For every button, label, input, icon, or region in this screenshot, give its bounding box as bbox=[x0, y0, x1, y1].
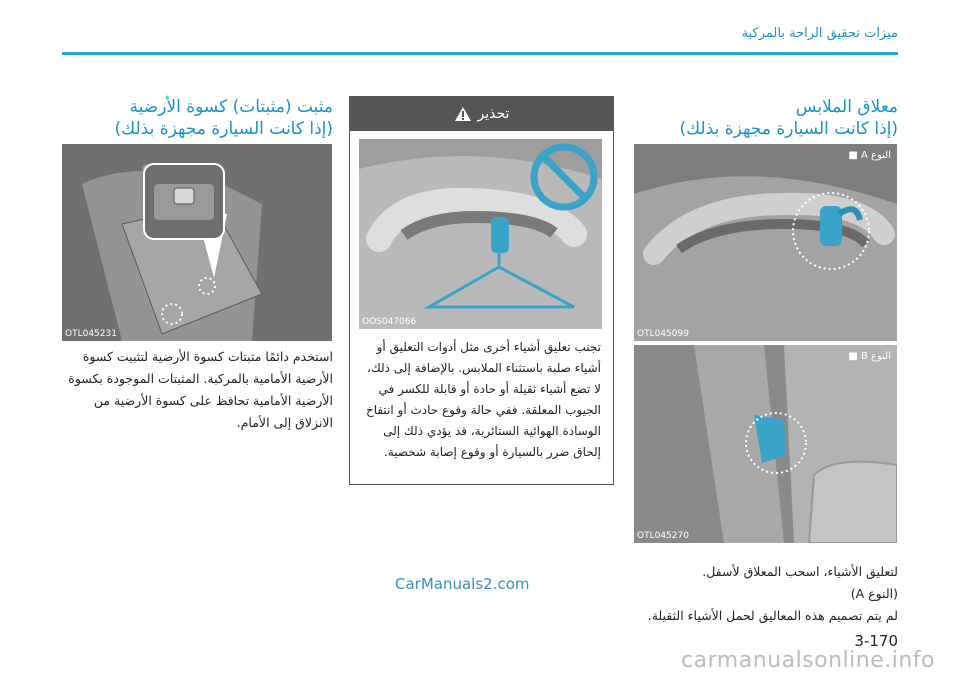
coat-hook-photo-type-a bbox=[634, 144, 897, 341]
floor-mat-photo-code: OTL045231 bbox=[65, 329, 117, 339]
photo-code-a: OTL045099 bbox=[637, 329, 689, 339]
footer-watermark: carmanualsonline.info bbox=[681, 648, 935, 673]
warning-text: تجنب تعليق أشياء أخرى مثل أدوات التعليق أو أشياء صلبة باستثناء الملابس. بالإضافة إلى ذلك، لا تضع أشياء ثقيلة أو حادة أو قابلة للكسر في الجيوب المعلقة. ففي حالة وقوع حادث أو انتفاخ الوسادة الهوائية الستائرية، قد يؤدي ذلك إلى إلحاق ضرر بالسيارة أو وقوع إصابة شخصية. bbox=[365, 340, 601, 459]
photo-code-b: OTL045270 bbox=[637, 531, 689, 541]
coat-hook-title-line2: (إذا كانت السيارة مجهزة بذلك) bbox=[679, 119, 898, 139]
coat-hook-title bbox=[628, 96, 898, 140]
floor-mat-anchor-title bbox=[63, 96, 333, 140]
floor-mat-instructions: استخدم دائمًا مثبتات كسوة الأرضية لتثبيت كسوة الأرضية الأمامية بالمركبة. المثبتات الموجودة بكسوة الأرضية الأمامية تحافظ على كسوة الأرضية من الانزلاق إلى الأمام. bbox=[68, 349, 333, 430]
warning-header bbox=[350, 97, 613, 131]
coat-hook-para-line1: لتعليق الأشياء، اسحب المعلاق لأسفل. bbox=[702, 564, 898, 579]
warning-triangle-icon bbox=[454, 106, 472, 122]
header-rule bbox=[62, 52, 898, 55]
coat-hook-illustration-a bbox=[634, 144, 897, 341]
coat-hook-para-line3: لم يتم تصميم هذه المعاليق لحمل الأشياء الثقيلة. bbox=[647, 608, 898, 623]
floor-mat-illustration bbox=[62, 144, 332, 341]
warning-photo-code: OOS047066 bbox=[362, 317, 417, 327]
hanger-misuse-illustration bbox=[359, 139, 602, 329]
watermark-carmanuals2: CarManuals2.com bbox=[395, 575, 530, 593]
warning-box bbox=[349, 96, 614, 485]
coat-hook-title-line1: معلاق الملابس bbox=[795, 97, 898, 117]
type-b-label: النوع B ■ bbox=[848, 351, 891, 362]
coat-hook-instructions bbox=[635, 561, 898, 627]
floor-mat-photo bbox=[62, 144, 332, 341]
page-number: 3-170 bbox=[854, 632, 898, 650]
header-title: ميزات تحقيق الراحة بالمركبة bbox=[741, 26, 898, 41]
floor-mat-title-line1: مثبت (مثبتات) كسوة الأرضية bbox=[129, 97, 333, 117]
floor-mat-title-line2: (إذا كانت السيارة مجهزة بذلك) bbox=[114, 119, 333, 139]
type-a-label: النوع A ■ bbox=[848, 150, 891, 161]
warning-header-label: تحذير bbox=[477, 106, 510, 122]
coat-hook-photo-type-b bbox=[634, 345, 897, 543]
coat-hook-illustration-b bbox=[634, 345, 897, 543]
warning-photo bbox=[359, 139, 602, 329]
coat-hook-para-line2: (النوع A) bbox=[850, 586, 898, 601]
